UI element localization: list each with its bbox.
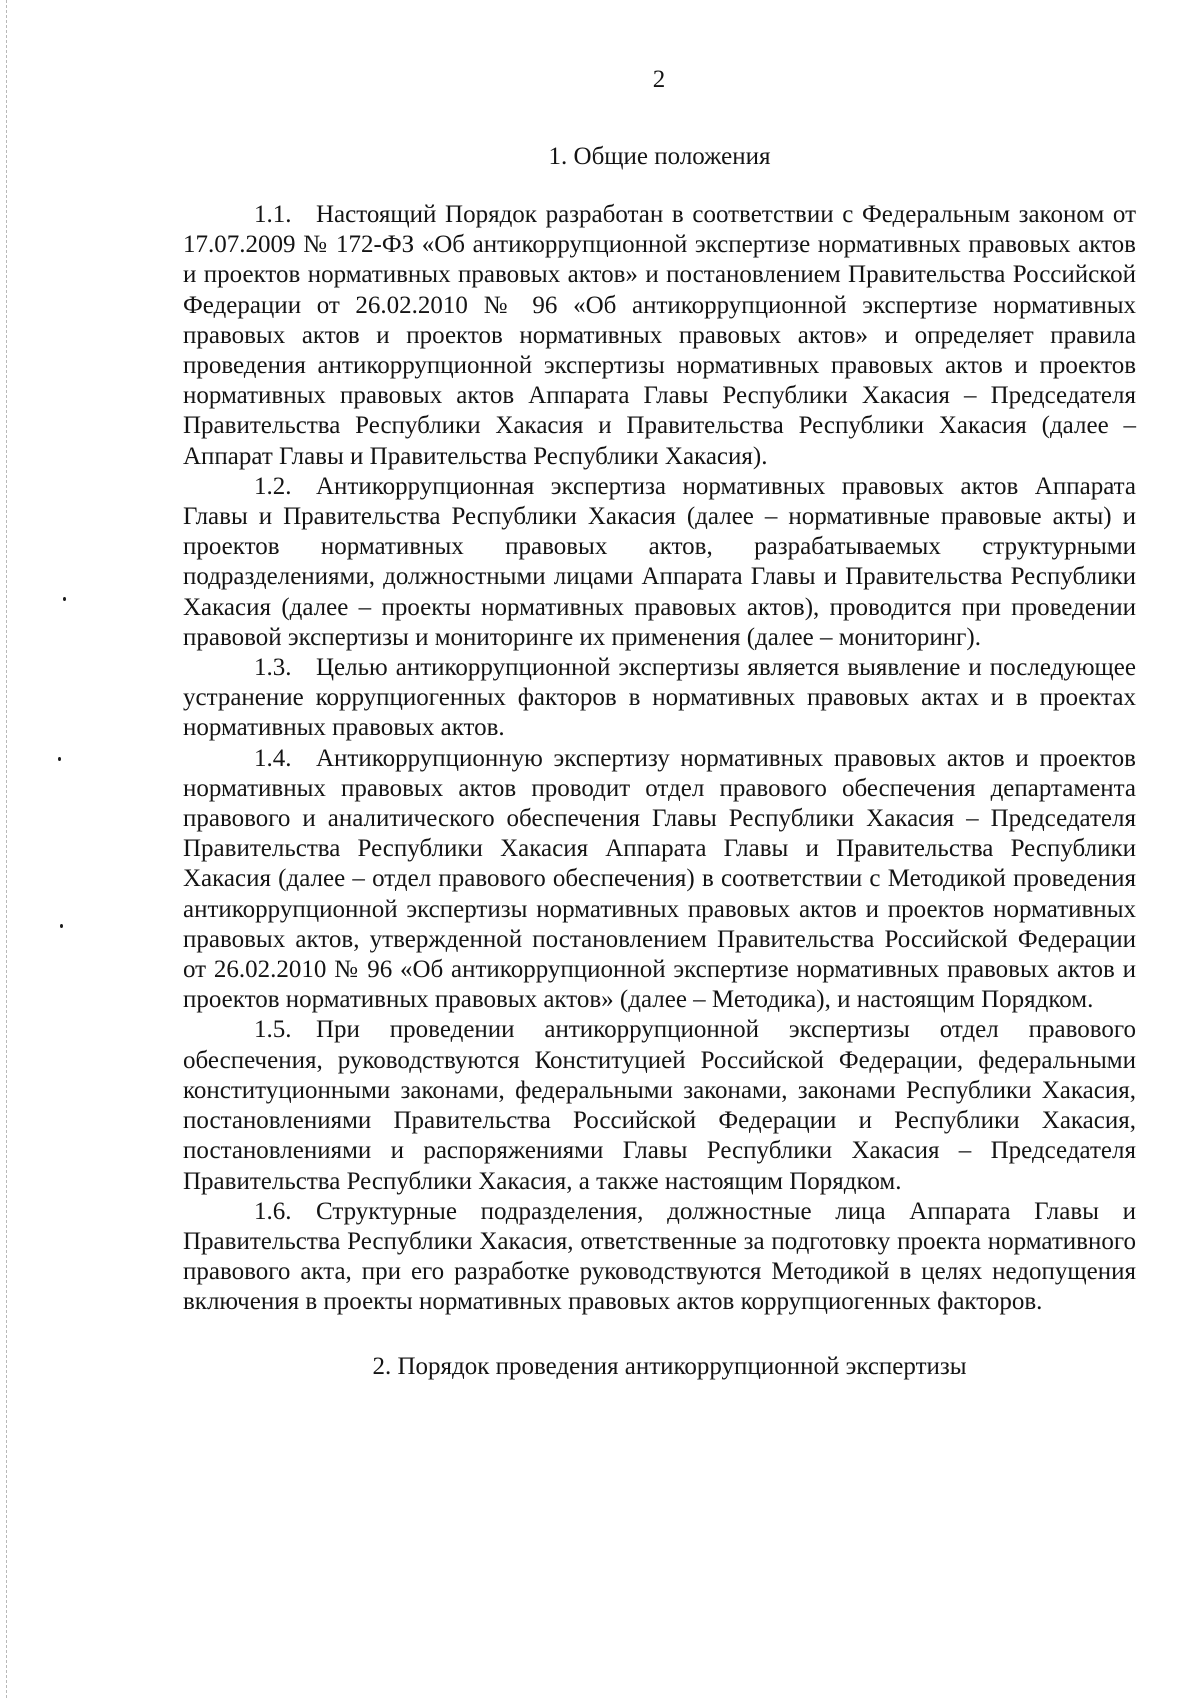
document-body [183, 142, 1136, 1382]
clause-text: Структурные подразделения, должностные лица Аппарата Главы и Правительства Республики Хакасия, ответственные за подготовку проекта нормативного правового акта, при его разработке руководствуются Методикой в целях недопущения включения в проекты нормативных правовых актов коррупциогенных факторов. [183, 1197, 1136, 1316]
scan-speck [60, 924, 63, 928]
clause-number: 1.3. [254, 654, 292, 682]
clause-number: 1.5. [254, 1016, 292, 1044]
clause-text: При проведении антикоррупционной экспертизы отдел правового обеспечения, руководствуются Конституцией Российской Федерации, федеральными конституционными законами, федеральными законами, законами Республики Хакасия, постановлениями Правительства Российской Федерации и Республики Хакасия, постановлениями и распоряжениями Главы Республики Хакасия – Председателя Правительства Республики Хакасия, а также настоящим Порядком. [183, 1016, 1136, 1195]
clause-1-5 [183, 1015, 1136, 1196]
clause-1-1 [183, 200, 1136, 472]
clause-1-6 [183, 1197, 1136, 1318]
scan-edge-line [6, 0, 7, 1698]
clause-1-2 [183, 472, 1136, 653]
clause-text: Антикоррупционная экспертиза нормативных правовых актов Аппарата Главы и Правительства Республики Хакасия (далее – нормативные правовые акты) и проектов нормативных правовых актов, разрабатываемых структурными подразделениями, должностными лицами Аппарата Главы и Правительства Республики Хакасия (далее – проекты нормативных правовых актов), проводится при проведении правовой экспертизы и мониторинге их применения (далее – мониторинг). [183, 472, 1136, 651]
page-number: 2 [652, 66, 666, 93]
scan-speck [58, 757, 61, 761]
clause-text: Антикоррупционную экспертизу нормативных правовых актов и проектов нормативных правовых актов проводит отдел правового обеспечения департамента правового и аналитического обеспечения Главы Республики Хакасия – Председателя Правительства Республики Хакасия Аппарата Главы и Правительства Республики Хакасия (далее – отдел правового обеспечения) в соответствии с Методикой проведения антикоррупционной экспертизы нормативных правовых актов и проектов нормативных правовых актов, утвержденной постановлением Правительства Российской Федерации от 26.02.2010 № 96 «Об антикоррупционной экспертизе нормативных правовых актов и проектов нормативных правовых актов» (далее – Методика), и настоящим Порядком. [183, 744, 1136, 1014]
clause-text: Настоящий Порядок разработан в соответствии с Федеральным законом от 17.07.2009 № 172-ФЗ «Об антикоррупционной экспертизе нормативных правовых актов и проектов нормативных правовых актов» и постановлением Правительства Российской Федерации от 26.02.2010 № 96 «Об антикоррупционной экспертизе нормативных правовых актов и проектов нормативных правовых актов» и определяет правила проведения антикоррупционной экспертизы нормативных правовых актов и проектов нормативных правовых актов Аппарата Главы Республики Хакасия – Председателя Правительства Республики Хакасия и Правительства Республики Хакасия (далее – Аппарат Главы и Правительства Республики Хакасия). [183, 201, 1136, 470]
clause-number: 1.6. [254, 1197, 292, 1225]
section-1-title: 1. Общие положения [548, 143, 771, 170]
section-2-title: 2. Порядок проведения антикоррупционной экспертизы [372, 1352, 967, 1380]
clause-number: 1.4. [254, 744, 292, 772]
scan-speck [63, 597, 66, 601]
clause-1-4 [183, 744, 1136, 1016]
clause-number: 1.1. [254, 201, 292, 228]
clause-1-3 [183, 653, 1136, 744]
clause-number: 1.2. [254, 472, 292, 500]
clause-text: Целью антикоррупционной экспертизы является выявление и последующее устранение коррупциогенных факторов в нормативных правовых актах и в проектах нормативных правовых актов. [183, 654, 1136, 742]
